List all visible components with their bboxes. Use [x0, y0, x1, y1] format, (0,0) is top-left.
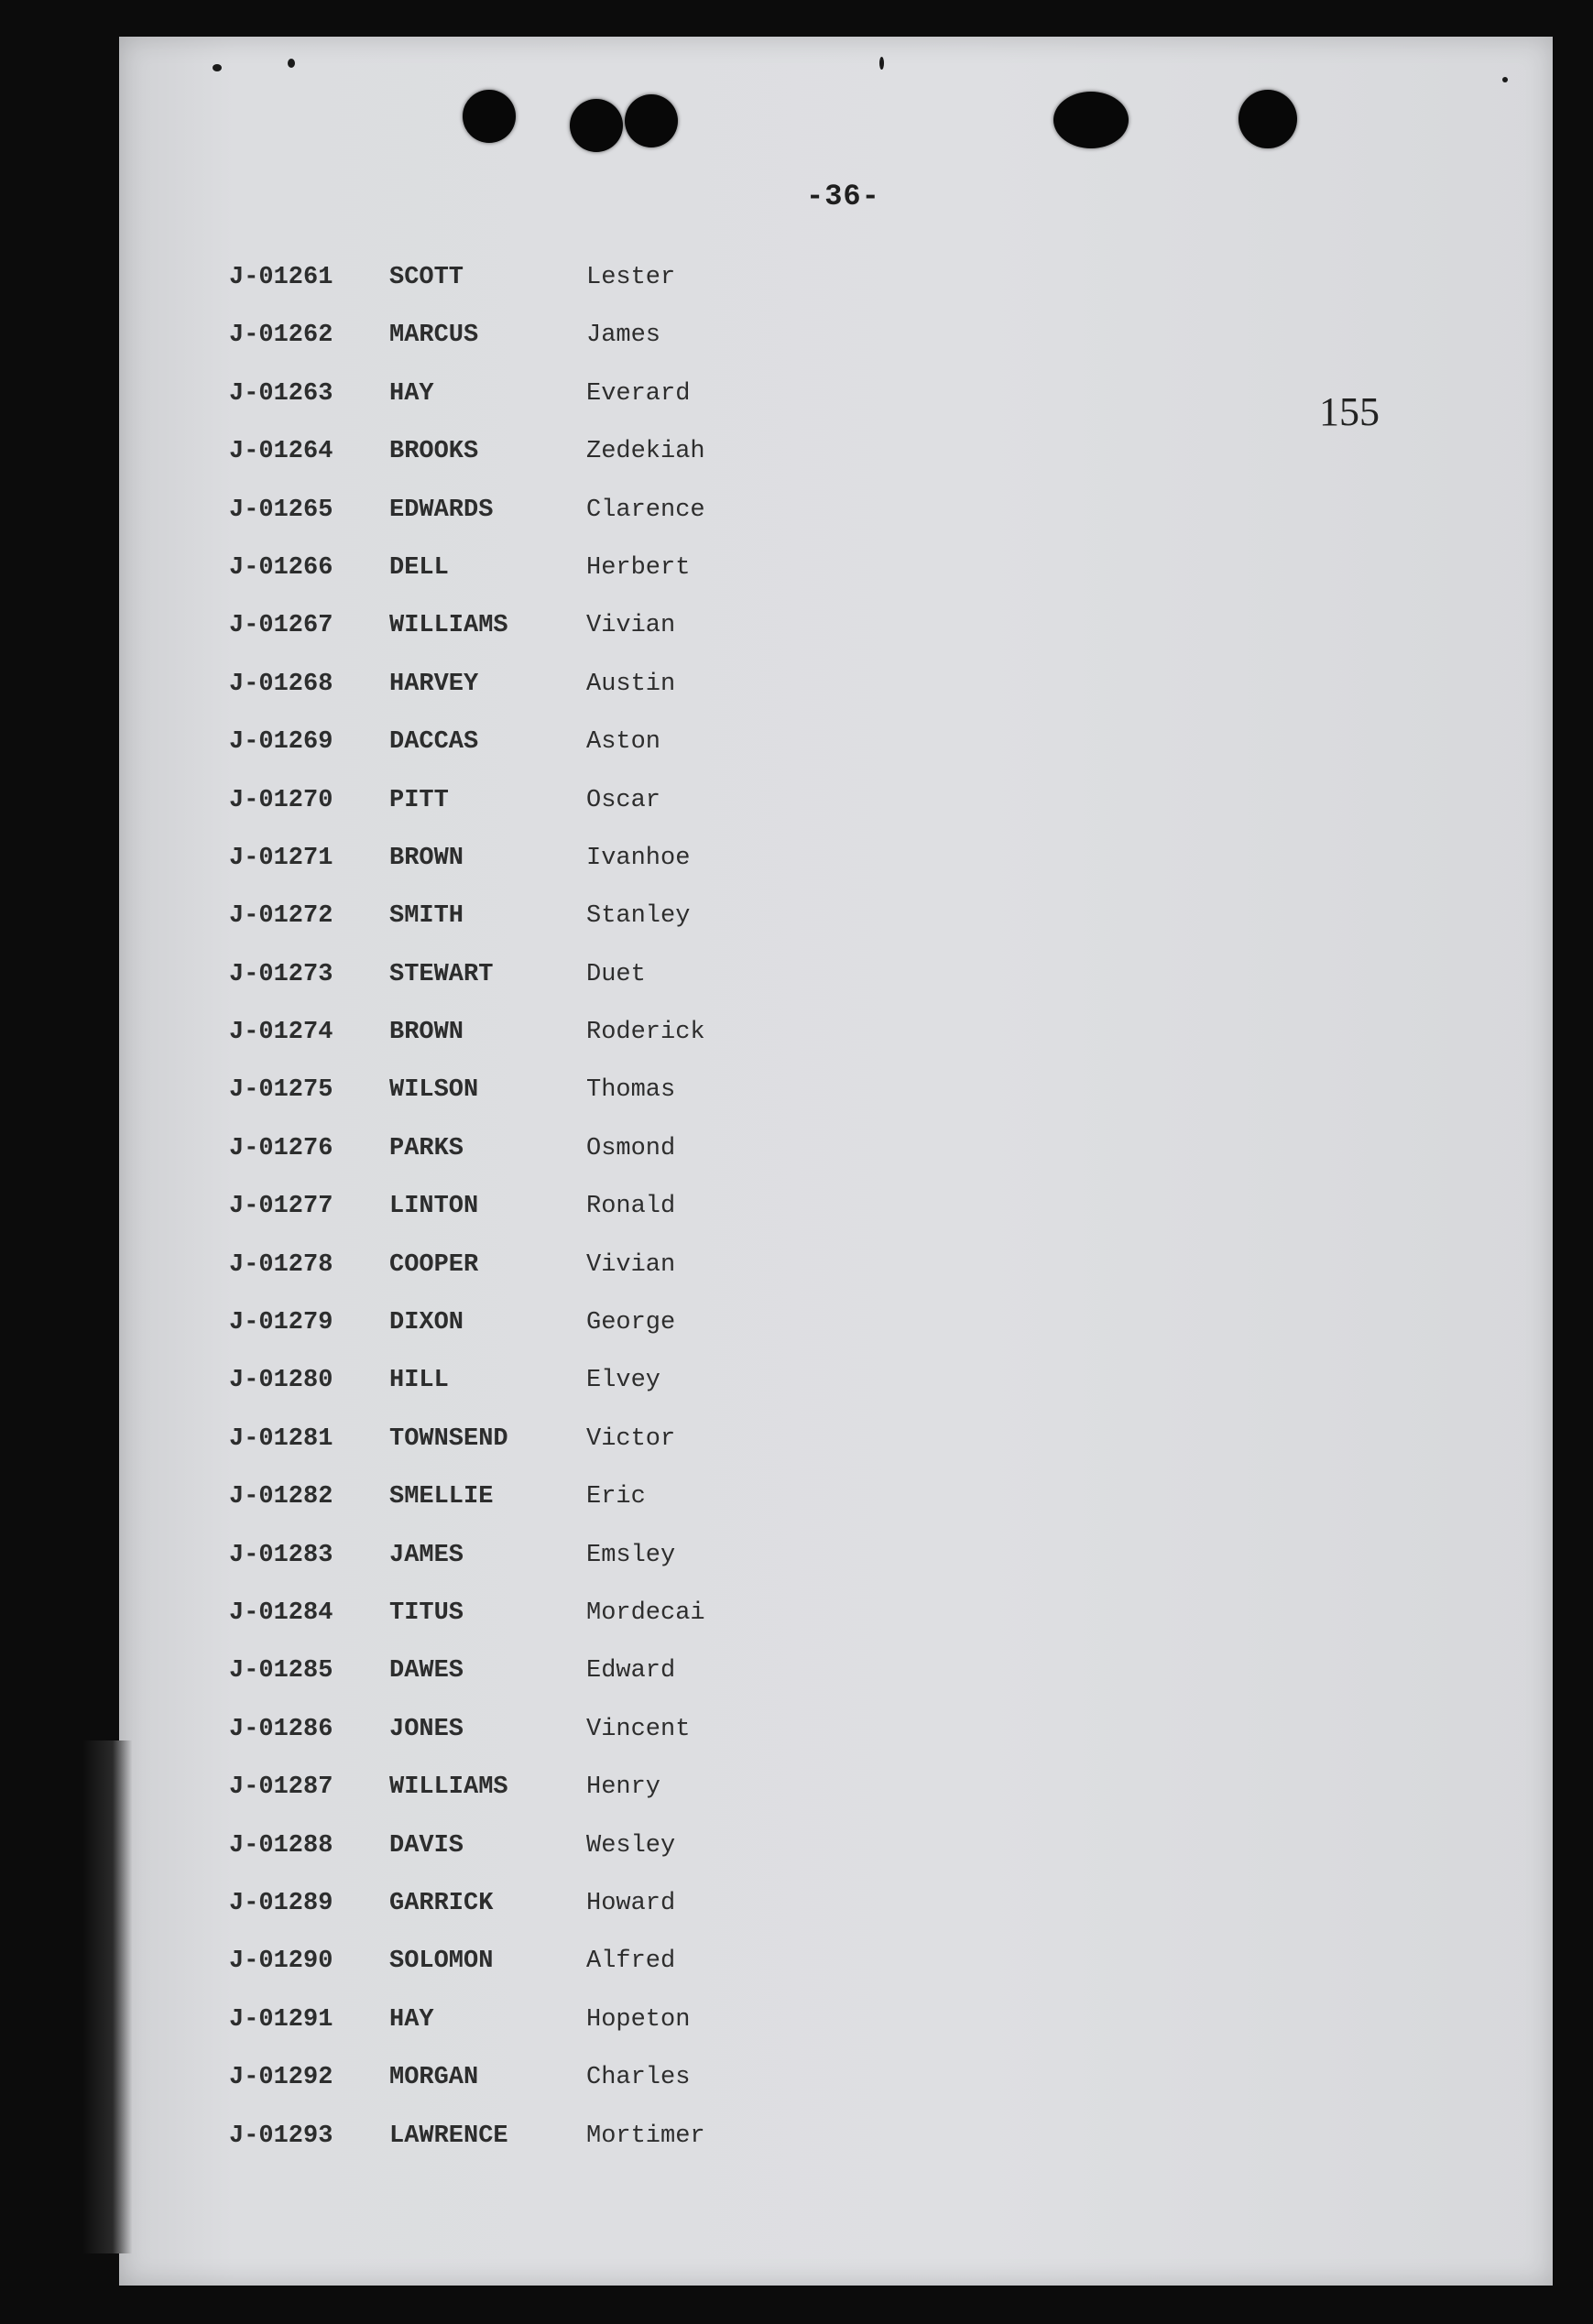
record-row — [229, 612, 870, 670]
folio-number: 155 — [1319, 389, 1380, 434]
record-given-name: Ivanhoe — [586, 844, 691, 872]
record-id: J-01283 — [229, 1541, 333, 1569]
record-id: J-01274 — [229, 1019, 333, 1047]
torn-paper-edge — [82, 1740, 133, 2253]
record-id: J-01265 — [229, 496, 333, 524]
record-id: J-01293 — [229, 2122, 333, 2150]
ink-speck — [288, 59, 295, 68]
record-given-name: Vincent — [586, 1715, 691, 1743]
record-given-name: Roderick — [586, 1019, 705, 1047]
record-surname: SCOTT — [389, 264, 464, 291]
record-id: J-01261 — [229, 264, 333, 291]
record-surname: DELL — [389, 553, 449, 582]
record-row — [229, 1367, 870, 1424]
record-id: J-01288 — [229, 1831, 333, 1860]
record-row — [229, 845, 870, 902]
record-given-name: Ronald — [586, 1193, 676, 1221]
record-id: J-01263 — [229, 379, 333, 408]
record-id: J-01269 — [229, 728, 333, 757]
record-given-name: Vivian — [586, 612, 676, 640]
record-given-name: Herbert — [586, 553, 691, 582]
record-id: J-01281 — [229, 1424, 333, 1453]
record-surname: HARVEY — [389, 670, 479, 698]
record-row — [229, 380, 870, 438]
ink-speck — [879, 57, 884, 70]
record-row — [229, 1773, 870, 1831]
record-id: J-01271 — [229, 844, 333, 872]
record-row — [229, 1716, 870, 1773]
record-given-name: Osmond — [586, 1134, 676, 1162]
record-given-name: Lester — [586, 264, 676, 291]
record-surname: BROOKS — [389, 438, 479, 466]
record-id: J-01270 — [229, 786, 333, 814]
record-surname: LINTON — [389, 1193, 479, 1221]
record-surname: EDWARDS — [389, 496, 494, 524]
record-given-name: Edward — [586, 1657, 676, 1686]
record-id: J-01262 — [229, 322, 333, 350]
record-surname: SOLOMON — [389, 1948, 494, 1976]
record-surname: HAY — [389, 379, 434, 408]
record-given-name: Victor — [586, 1424, 676, 1453]
ink-speck — [1502, 77, 1508, 82]
record-row — [229, 1832, 870, 1890]
record-surname: WILSON — [389, 1076, 479, 1105]
record-surname: DIXON — [389, 1309, 464, 1337]
record-row — [229, 322, 870, 379]
record-id: J-01284 — [229, 1598, 333, 1627]
record-given-name: Wesley — [586, 1831, 676, 1860]
record-surname: MARCUS — [389, 322, 479, 350]
record-row — [229, 728, 870, 786]
record-row — [229, 554, 870, 612]
record-id: J-01267 — [229, 612, 333, 640]
ink-speck — [213, 64, 222, 71]
record-given-name: George — [586, 1309, 676, 1337]
record-surname: DAVIS — [389, 1831, 464, 1860]
record-surname: PARKS — [389, 1134, 464, 1162]
record-surname: JONES — [389, 1715, 464, 1743]
record-given-name: Clarence — [586, 496, 705, 524]
record-row — [229, 902, 870, 960]
record-surname: STEWART — [389, 960, 494, 988]
record-surname: DACCAS — [389, 728, 479, 757]
record-given-name: Everard — [586, 379, 691, 408]
record-id: J-01282 — [229, 1483, 333, 1511]
record-surname: LAWRENCE — [389, 2122, 508, 2150]
record-given-name: Aston — [586, 728, 661, 757]
record-id: J-01285 — [229, 1657, 333, 1686]
record-given-name: Zedekiah — [586, 438, 705, 466]
record-id: J-01276 — [229, 1134, 333, 1162]
record-id: J-01272 — [229, 902, 333, 931]
record-given-name: James — [586, 322, 661, 350]
record-given-name: Mordecai — [586, 1598, 705, 1627]
record-surname: JAMES — [389, 1541, 464, 1569]
record-given-name: Mortimer — [586, 2122, 705, 2150]
record-row — [229, 1309, 870, 1367]
record-row — [229, 496, 870, 554]
record-row — [229, 1948, 870, 2005]
record-given-name: Thomas — [586, 1076, 676, 1105]
page-label: -36- — [806, 180, 880, 213]
record-row — [229, 1135, 870, 1193]
record-surname: TITUS — [389, 1598, 464, 1627]
record-given-name: Oscar — [586, 786, 661, 814]
record-given-name: Eric — [586, 1483, 646, 1511]
record-row — [229, 438, 870, 496]
record-id: J-01289 — [229, 1889, 333, 1917]
record-surname: BROWN — [389, 844, 464, 872]
record-given-name: Austin — [586, 670, 676, 698]
record-row — [229, 1542, 870, 1599]
record-surname: HAY — [389, 2005, 434, 2034]
record-row — [229, 1193, 870, 1250]
record-row — [229, 1890, 870, 1948]
record-given-name: Duet — [586, 960, 646, 988]
record-surname: TOWNSEND — [389, 1424, 508, 1453]
record-row — [229, 1425, 870, 1483]
record-id: J-01278 — [229, 1250, 333, 1279]
record-row — [229, 961, 870, 1019]
record-surname: SMITH — [389, 902, 464, 931]
record-given-name: Stanley — [586, 902, 691, 931]
record-row — [229, 2006, 870, 2064]
record-id: J-01292 — [229, 2064, 333, 2092]
record-surname: WILLIAMS — [389, 612, 508, 640]
record-row — [229, 1483, 870, 1541]
record-given-name: Hopeton — [586, 2005, 691, 2034]
record-id: J-01275 — [229, 1076, 333, 1105]
record-row — [229, 2064, 870, 2122]
record-surname: SMELLIE — [389, 1483, 494, 1511]
record-given-name: Howard — [586, 1889, 676, 1917]
record-row — [229, 1019, 870, 1076]
record-row — [229, 671, 870, 728]
record-row — [229, 1251, 870, 1309]
record-surname: PITT — [389, 786, 449, 814]
record-list — [229, 264, 870, 2180]
record-surname: COOPER — [389, 1250, 479, 1279]
record-surname: BROWN — [389, 1019, 464, 1047]
punch-hole — [570, 99, 623, 152]
record-id: J-01290 — [229, 1948, 333, 1976]
punch-hole — [1238, 90, 1297, 148]
record-id: J-01287 — [229, 1773, 333, 1802]
record-given-name: Charles — [586, 2064, 691, 2092]
record-id: J-01291 — [229, 2005, 333, 2034]
record-id: J-01280 — [229, 1367, 333, 1395]
record-given-name: Henry — [586, 1773, 661, 1802]
punch-hole — [463, 90, 516, 143]
record-row — [229, 264, 870, 322]
record-given-name: Elvey — [586, 1367, 661, 1395]
record-id: J-01279 — [229, 1309, 333, 1337]
record-id: J-01273 — [229, 960, 333, 988]
record-surname: GARRICK — [389, 1889, 494, 1917]
record-row — [229, 787, 870, 845]
record-id: J-01286 — [229, 1715, 333, 1743]
record-surname: MORGAN — [389, 2064, 479, 2092]
record-id: J-01277 — [229, 1193, 333, 1221]
record-given-name: Alfred — [586, 1948, 676, 1976]
record-id: J-01264 — [229, 438, 333, 466]
record-surname: WILLIAMS — [389, 1773, 508, 1802]
record-row — [229, 1599, 870, 1657]
record-id: J-01268 — [229, 670, 333, 698]
record-given-name: Vivian — [586, 1250, 676, 1279]
record-row — [229, 2122, 870, 2180]
punch-hole — [1053, 92, 1129, 148]
punch-hole — [625, 94, 678, 147]
record-row — [229, 1076, 870, 1134]
record-row — [229, 1657, 870, 1715]
record-surname: HILL — [389, 1367, 449, 1395]
record-given-name: Emsley — [586, 1541, 676, 1569]
record-id: J-01266 — [229, 553, 333, 582]
record-surname: DAWES — [389, 1657, 464, 1686]
